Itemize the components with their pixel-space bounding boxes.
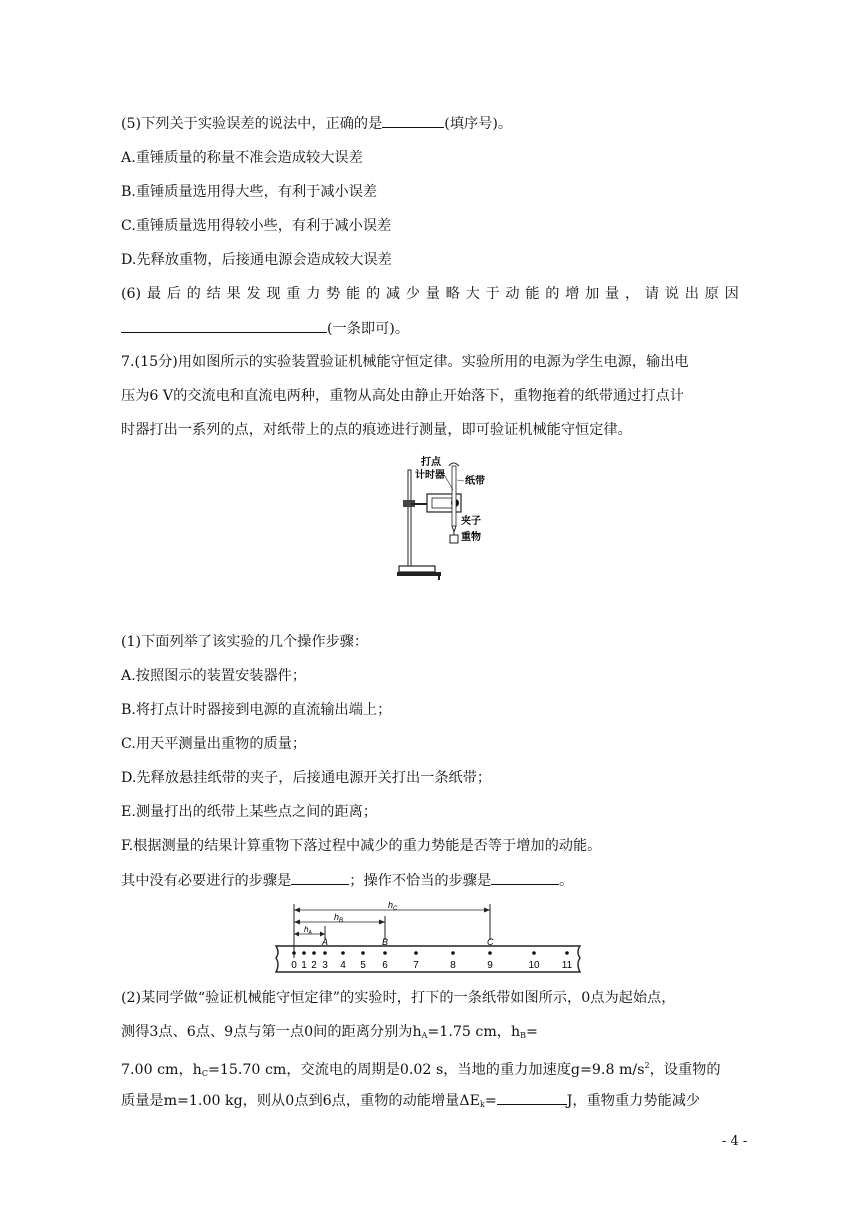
tape-number: 0 [291,960,297,971]
q7-part2-line-1: (2)某同学做“验证机械能守恒定律”的实验时，打下的一条纸带如图所示，0点为起始点， [121,990,676,1006]
apparatus-figure [395,452,505,580]
weight [450,535,458,543]
q7-part2-line-4: 质量是m=1.00 kg，则从0点到6点，重物的动能增量$\Delta E_k= J$，重物重力势能减少 [121,1090,700,1115]
answer-blank [291,870,349,885]
tape-dot [292,951,296,955]
answer-blank [491,870,559,885]
step-b: B.将打点计时器接到电源的直流输出端上； [121,702,392,718]
paper-tape [452,466,456,526]
svg-text:hA: $h_A$ [304,925,312,936]
step-f: F.根据测量的结果计算重物下落过程中减少的重力势能是否等于增加的动能。 [121,838,602,854]
stand-base [399,566,435,572]
tape-number: 8 [450,960,456,971]
q5-option-a: A.重锤质量的称量不准会造成较大误差 [121,150,363,166]
label-timer-2: 计时器 [415,470,445,481]
q7-intro-line-3: 时器打出一系列的点，对纸带上的点的痕迹进行测量，即可验证机械能守恒定律。 [121,422,632,438]
q5-option-c: C.重锤质量选用得较小些，有利于减小误差 [121,218,392,234]
tape-number: 7 [413,960,419,971]
letter-b: B [382,937,389,947]
tape-number: 11 [561,960,573,971]
q5-option-b: B.重锤质量选用得大些，有利于减小误差 [121,184,378,200]
q7-intro-line-2: 压为6 V的交流电和直流电两种，重物从高处由静止开始落下，重物拖着的纸带通过打点计 [121,388,684,404]
q5-stem: (5)下列关于实验误差的说法中，正确的是 (填序号)。 [121,113,512,134]
q7-part1-stem: (1)下面列举了该实验的几个操作步骤： [121,634,369,650]
stand-rod [408,470,411,566]
step-a: A.按照图示的装置安装器件； [121,668,307,684]
tape-number: 1 [301,960,307,971]
tape-number: 2 [311,960,317,971]
tape-dot [488,951,492,955]
tape-number: 10 [528,960,540,971]
label-clip: 夹子 [461,516,481,527]
q6-stem: (6) 最 后 的 结 果 发 现 重 力 势 能 的 减 少 量 略 大 于 动 能 的 增 加 量 ， 请 说 出 原 因 [121,286,739,302]
tape-dot [302,951,306,955]
tape-number: 6 [382,960,388,971]
q7-intro-line-1: 7.(15分)用如图所示的实验装置验证机械能守恒定律。实验所用的电源为学生电源，输出电 [121,354,689,370]
svg-text:hC: $h_C$ [388,900,398,912]
label-timer-1: 打点 [421,457,441,468]
tape-dot [565,951,569,955]
answer-blank [382,113,444,128]
tape-dot [341,951,345,955]
letter-a: A [322,937,329,947]
paper-tape-figure [270,900,590,976]
step-e: E.测量打出的纸带上某些点之间的距离； [121,804,378,820]
q7-part2-line-2: 测得3点、6点、9点与第一点0间的距离分别为$h_A=1.75$ cm，$h_B=$ [121,1024,538,1040]
tape-number: 3 [322,960,328,971]
answer-blank [497,1090,567,1105]
tape-number: 9 [487,960,493,971]
page-number: - 4 - [722,1134,748,1149]
tape-dot [451,951,455,955]
letter-c: C [487,937,494,947]
svg-text:hB: $h_B$ [334,912,344,924]
tape-number: 4 [340,960,346,971]
step-c: C.用天平测量出重物的质量； [121,736,307,752]
q7-part1-question: 其中没有必要进行的步骤是 ；操作不恰当的步骤是 。 [121,870,573,891]
tape-dot [532,951,536,955]
tape-number: 5 [360,960,366,971]
label-tape: 纸带 [465,476,485,487]
q7-part2-line-3: 7.00 cm，$h_C=15.70$ cm，交流电的周期是0.02 s，当地的重力加速度g=9.8 $m/s^2$，设重物的 [121,1061,721,1078]
step-d: D.先释放悬挂纸带的夹子，后接通电源开关打出一条纸带； [121,770,492,786]
clip [452,526,456,532]
label-weight: 重物 [461,532,481,543]
q5-option-d: D.先释放重物，后接通电源会造成较大误差 [121,252,392,268]
q6-answer-line: (一条即可)。 [121,318,409,339]
answer-blank [121,318,327,333]
tape-dot [323,951,327,955]
tape-dot [383,951,387,955]
tape-dot [312,951,316,955]
tape-dot [414,951,418,955]
tape-dot [361,951,365,955]
